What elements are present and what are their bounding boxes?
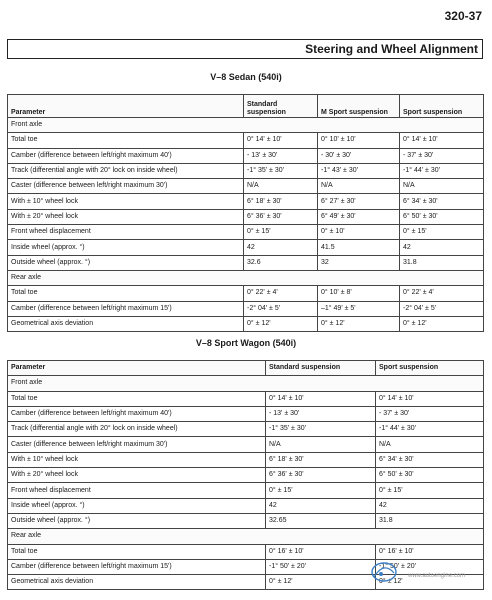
table-row — [8, 133, 484, 148]
value-cell: 0° ± 15' — [244, 225, 318, 240]
table-row — [8, 148, 484, 163]
table-row — [8, 483, 484, 498]
value-cell: N/A — [400, 179, 484, 194]
table-section-row — [8, 270, 484, 285]
parameter-cell: Geometrical axis deviation — [8, 575, 266, 590]
value-cell: 0° 16' ± 10' — [266, 544, 376, 559]
value-cell: 0° ± 15' — [376, 483, 484, 498]
value-cell: 6° 50' ± 30' — [400, 209, 484, 224]
value-cell: - 30' ± 30' — [318, 148, 400, 163]
parameter-cell: Track (differential angle with 20° lock on inside wheel) — [8, 163, 244, 178]
table-section-row — [8, 376, 484, 391]
value-cell: -1° 44' ± 30' — [400, 163, 484, 178]
value-cell: 6° 34' ± 30' — [400, 194, 484, 209]
value-cell: -1° 44' ± 30' — [376, 422, 484, 437]
value-cell: 0° 10' ± 10' — [318, 133, 400, 148]
value-cell: - 37' ± 30' — [400, 148, 484, 163]
value-cell: -2° 04' ± 5' — [244, 301, 318, 316]
header-parameter: Parameter — [8, 95, 244, 118]
section-label: Rear axle — [8, 529, 484, 544]
value-cell: -1° 50' ± 20' — [376, 559, 484, 574]
header-sport-suspension: Sport suspension — [400, 95, 484, 118]
value-cell: 0° 10' ± 8' — [318, 286, 400, 301]
value-cell: 32.6 — [244, 255, 318, 270]
table-row — [8, 255, 484, 270]
parameter-cell: Camber (difference between left/right maximum 40') — [8, 406, 266, 421]
parameter-cell: Outside wheel (approx. °) — [8, 513, 266, 528]
value-cell: 0° ± 10' — [318, 225, 400, 240]
parameter-cell: Total toe — [8, 544, 266, 559]
parameter-cell: Geometrical axis deviation — [8, 316, 244, 331]
value-cell: 0° ± 12' — [266, 575, 376, 590]
table-row — [8, 452, 484, 467]
watermark-text: www.autoengine.com — [408, 573, 466, 579]
value-cell: 31.8 — [400, 255, 484, 270]
table-row — [8, 163, 484, 178]
table-section-row — [8, 118, 484, 133]
value-cell: N/A — [244, 179, 318, 194]
value-cell: 6° 36' ± 30' — [244, 209, 318, 224]
value-cell: 0° ± 12' — [318, 316, 400, 331]
logo-swoosh — [374, 568, 394, 577]
value-cell: 42 — [376, 498, 484, 513]
value-cell: 0° ± 12' — [400, 316, 484, 331]
value-cell: - 13' ± 30' — [244, 148, 318, 163]
table-row — [8, 240, 484, 255]
parameter-cell: Inside wheel (approx. °) — [8, 498, 266, 513]
table-row — [8, 179, 484, 194]
table-row — [8, 406, 484, 421]
value-cell: -1° 50' ± 20' — [266, 559, 376, 574]
table-row — [8, 194, 484, 209]
value-cell: -2° 04' ± 5' — [400, 301, 484, 316]
table-row — [8, 544, 484, 559]
table-header-row — [8, 361, 484, 376]
logo-dot — [379, 572, 383, 576]
value-cell: -1° 35' ± 30' — [244, 163, 318, 178]
parameter-cell: Total toe — [8, 391, 266, 406]
value-cell: 6° 50' ± 30' — [376, 468, 484, 483]
header-sport-suspension: Sport suspension — [376, 361, 484, 376]
parameter-cell: Camber (difference between left/right maximum 15') — [8, 301, 244, 316]
value-cell: 42 — [266, 498, 376, 513]
value-cell: 0° ± 12' — [244, 316, 318, 331]
value-cell: 32.65 — [266, 513, 376, 528]
value-cell: - 13' ± 30' — [266, 406, 376, 421]
parameter-cell: Track (differential angle with 20° lock on inside wheel) — [8, 422, 266, 437]
parameter-cell: Camber (difference between left/right maximum 40') — [8, 148, 244, 163]
header-m-sport-suspension: M Sport suspension — [318, 95, 400, 118]
value-cell: 32 — [318, 255, 400, 270]
table-row — [8, 498, 484, 513]
chapter-header — [7, 39, 483, 59]
value-cell: 6° 49' ± 30' — [318, 209, 400, 224]
value-cell: 42 — [244, 240, 318, 255]
value-cell: -1° 43' ± 30' — [318, 163, 400, 178]
header-parameter: Parameter — [8, 361, 266, 376]
header-standard-suspension: Standard suspension — [244, 95, 318, 118]
value-cell: 0° ± 15' — [400, 225, 484, 240]
sedan-alignment-table — [7, 94, 484, 332]
value-cell: 41.5 — [318, 240, 400, 255]
table-row — [8, 225, 484, 240]
table-row — [8, 391, 484, 406]
value-cell: N/A — [266, 437, 376, 452]
value-cell: 0° 14' ± 10' — [244, 133, 318, 148]
wagon-alignment-table — [7, 360, 484, 590]
parameter-cell: Inside wheel (approx. °) — [8, 240, 244, 255]
value-cell: 0° ± 15' — [266, 483, 376, 498]
parameter-cell: Total toe — [8, 286, 244, 301]
value-cell: 42 — [400, 240, 484, 255]
value-cell: N/A — [376, 437, 484, 452]
value-cell: 0° 14' ± 10' — [376, 391, 484, 406]
section-label: Front axle — [8, 376, 484, 391]
value-cell: 6° 18' ± 30' — [244, 194, 318, 209]
value-cell: 0° 14' ± 10' — [266, 391, 376, 406]
value-cell: 6° 18' ± 30' — [266, 452, 376, 467]
table-row — [8, 422, 484, 437]
value-cell: 0° 16' ± 10' — [376, 544, 484, 559]
parameter-cell: Outside wheel (approx. °) — [8, 255, 244, 270]
chapter-title: Steering and Wheel Alignment — [305, 42, 478, 56]
section-label: Front axle — [8, 118, 484, 133]
watermark-logo-icon — [364, 559, 404, 585]
table-row — [8, 209, 484, 224]
section-label: Rear axle — [8, 270, 484, 285]
parameter-cell: Camber (difference between left/right maximum 15') — [8, 559, 266, 574]
parameter-cell: Total toe — [8, 133, 244, 148]
table-row — [8, 286, 484, 301]
header-standard-suspension: Standard suspension — [266, 361, 376, 376]
table-row — [8, 437, 484, 452]
parameter-cell: Front wheel displacement — [8, 225, 244, 240]
parameter-cell: With ± 20° wheel lock — [8, 209, 244, 224]
value-cell: -1° 35' ± 30' — [266, 422, 376, 437]
value-cell: 31.8 — [376, 513, 484, 528]
value-cell: - 37' ± 30' — [376, 406, 484, 421]
table-header-row — [8, 95, 484, 118]
value-cell: N/A — [318, 179, 400, 194]
value-cell: 6° 34' ± 30' — [376, 452, 484, 467]
parameter-cell: Caster (difference between left/right maximum 30') — [8, 437, 266, 452]
parameter-cell: Caster (difference between left/right maximum 30') — [8, 179, 244, 194]
table-row — [8, 468, 484, 483]
table-row — [8, 301, 484, 316]
parameter-cell: With ± 10° wheel lock — [8, 452, 266, 467]
value-cell: 0° ± 12' — [376, 575, 484, 590]
parameter-cell: Front wheel displacement — [8, 483, 266, 498]
value-cell: 6° 27' ± 30' — [318, 194, 400, 209]
value-cell: 0° 22' ± 4' — [244, 286, 318, 301]
wagon-table-title: V–8 Sport Wagon (540i) — [195, 338, 297, 348]
parameter-cell: With ± 20° wheel lock — [8, 468, 266, 483]
parameter-cell: With ± 10° wheel lock — [8, 194, 244, 209]
value-cell: 6° 36' ± 30' — [266, 468, 376, 483]
sedan-table-title: V–8 Sedan (540i) — [210, 72, 282, 82]
table-row — [8, 513, 484, 528]
table-row — [8, 316, 484, 331]
value-cell: 0° 22' ± 4' — [400, 286, 484, 301]
value-cell: 0° 14' ± 10' — [400, 133, 484, 148]
table-section-row — [8, 529, 484, 544]
page-number: 320-37 — [444, 9, 482, 23]
value-cell: –1° 49' ± 5' — [318, 301, 400, 316]
